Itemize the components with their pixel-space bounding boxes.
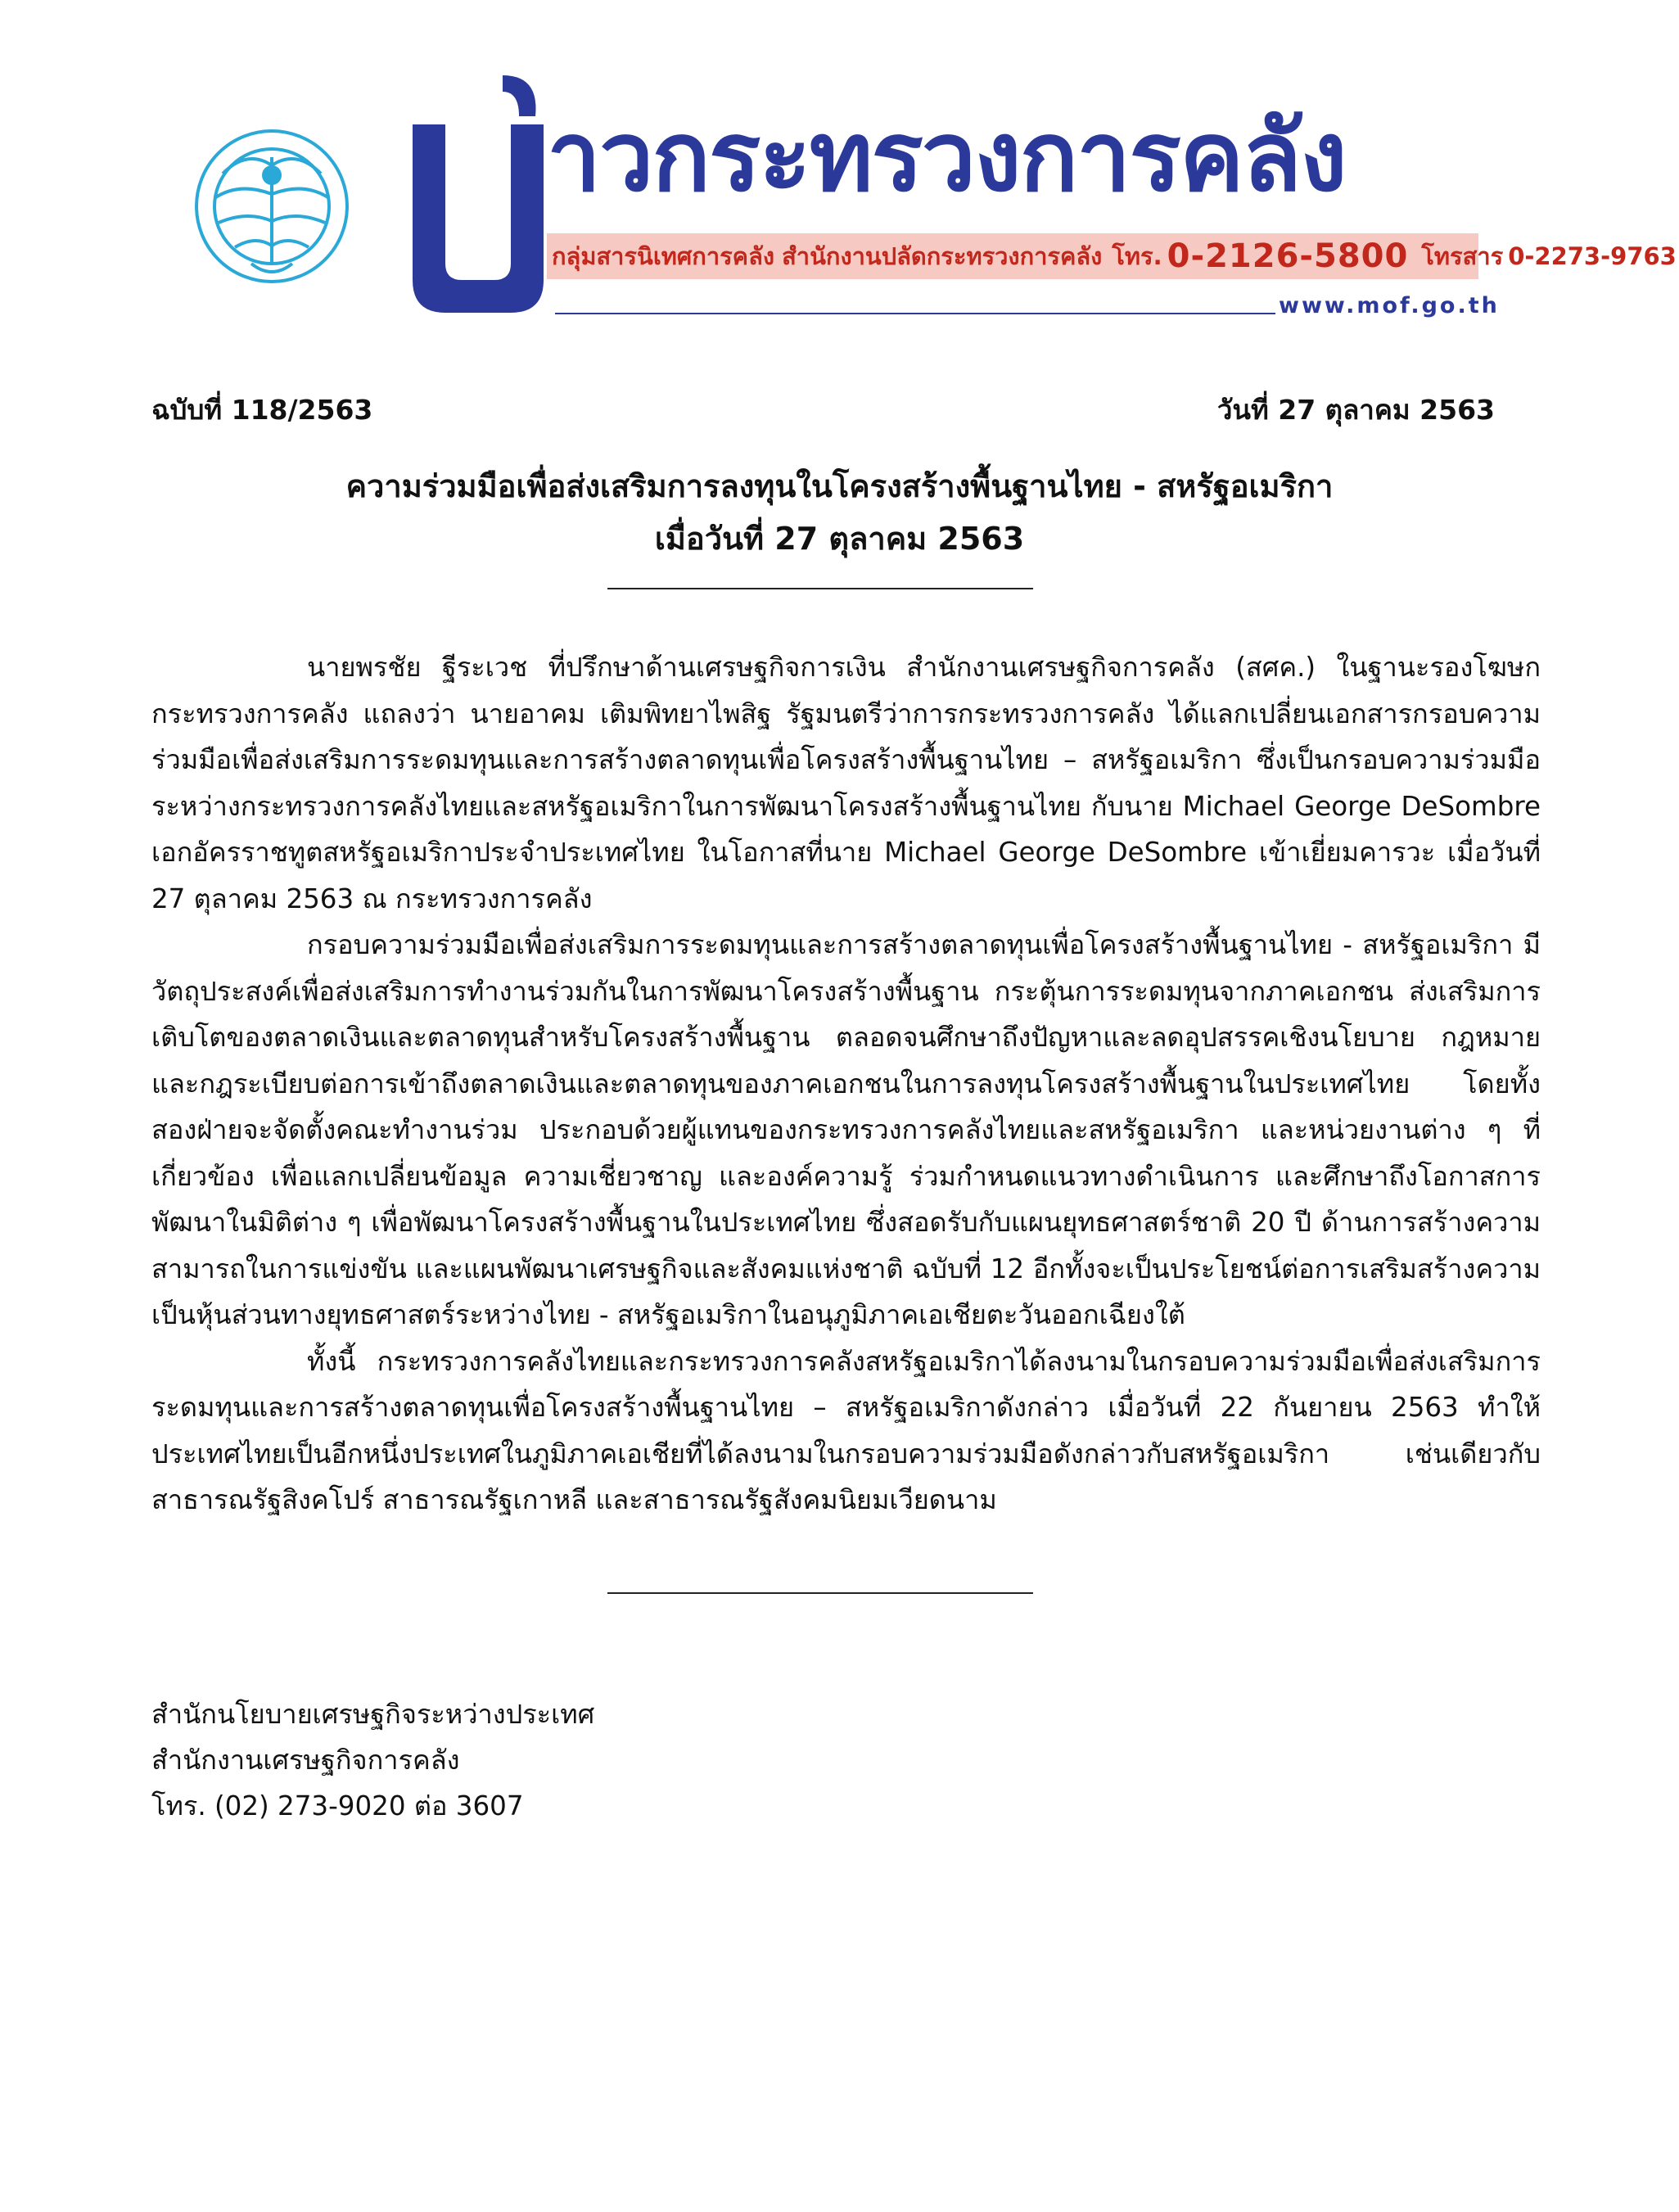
footer-office: สำนักนโยบายเศรษฐกิจระหว่างประเทศ	[151, 1699, 595, 1730]
article-body	[151, 644, 1541, 1524]
end-divider	[607, 1592, 1033, 1594]
masthead-logo-letter	[396, 75, 560, 313]
issue-date: วันที่ 27 ตุลาคม 2563	[1216, 394, 1495, 426]
paragraph: ทั้งนี้ กระทรวงการคลังไทยและกระทรวงการคลังสหรัฐอเมริกาได้ลงนามในกรอบความร่วมมือเพื่อส่งเสริมการระดมทุนและการสร้างตลาดทุนเพื่อโครงสร้างพื้นฐานไทย – สหรัฐอเมริกาดังกล่าว เมื่อวันที่ 22 กันยายน 2563 ทำให้ประเทศไทยเป็นอีกหนึ่งประเทศในภูมิภาคเอเชียที่ได้ลงนามในกรอบความร่วมมือดังกล่าวกับสหรัฐอเมริกา เช่นเดียวกับสาธารณรัฐสิงคโปร์ สาธารณรัฐเกาหลี และสาธารณรัฐสังคมนิยมเวียดนาม	[151, 1345, 1541, 1515]
masthead-title: าวกระทรวงการคลัง	[547, 100, 1346, 213]
contact-footer	[151, 1691, 594, 1829]
mof-emblem-icon	[190, 124, 354, 288]
footer-phone: โทร. (02) 273-9020 ต่อ 3607	[151, 1790, 524, 1822]
headline-date: เมื่อวันที่ 27 ตุลาคม 2563	[654, 521, 1025, 557]
website-link[interactable]: www.mof.go.th	[1279, 293, 1500, 318]
fax-label: โทรสาร	[1421, 242, 1504, 270]
tel-number: 0-2126-5800	[1167, 237, 1409, 275]
headline: ความร่วมมือเพื่อส่งเสริมการลงทุนในโครงสร้างพื้นฐานไทย - สหรัฐอเมริกา	[345, 468, 1334, 504]
header-divider	[555, 313, 1275, 314]
tel-label: โทร.	[1112, 242, 1162, 270]
paragraph: นายพรชัย ฐีระเวช ที่ปรึกษาด้านเศรษฐกิจการเงิน สำนักงานเศรษฐกิจการคลัง (สศค.) ในฐานะรองโฆษกกระทรวงการคลัง แถลงว่า นายอาคม เติมพิทยาไพสิฐ รัฐมนตรีว่าการกระทรวงการคลัง ได้แลกเปลี่ยนเอกสารกรอบความร่วมมือเพื่อส่งเสริมการระดมทุนและการสร้างตลาดทุนเพื่อโครงสร้างพื้นฐานไทย – สหรัฐอเมริกา ซึ่งเป็นกรอบความร่วมมือระหว่างกระทรวงการคลังไทยและสหรัฐอเมริกาในการพัฒนาโครงสร้างพื้นฐานไทย กับนาย Michael George DeSombre เอกอัครราชทูตสหรัฐอเมริกาประจำประเทศไทย ในโอกาสที่นาย Michael George DeSombre เข้าเยี่ยมคารวะ เมื่อวันที่ 27 ตุลาคม 2563 ณ กระทรวงการคลัง	[151, 652, 1541, 914]
footer-agency: สำนักงานเศรษฐกิจการคลัง	[151, 1745, 460, 1776]
contact-org: กลุ่มสารนิเทศการคลัง สำนักงานปลัดกระทรวงการคลัง	[552, 242, 1103, 270]
title-divider	[607, 588, 1033, 589]
issue-number: ฉบับที่ 118/2563	[151, 394, 373, 426]
paragraph: กรอบความร่วมมือเพื่อส่งเสริมการระดมทุนและการสร้างตลาดทุนเพื่อโครงสร้างพื้นฐานไทย - สหรัฐอเมริกา มีวัตถุประสงค์เพื่อส่งเสริมการทำงานร่วมกันในการพัฒนาโครงสร้างพื้นฐาน กระตุ้นการระดมทุนจากภาคเอกชน ส่งเสริมการเติบโตของตลาดเงินและตลาดทุนสำหรับโครงสร้างพื้นฐาน ตลอดจนศึกษาถึงปัญหาและลดอุปสรรคเชิงนโยบาย กฎหมาย และกฎระเบียบต่อการเข้าถึงตลาดเงินและตลาดทุนของภาคเอกชนในการลงทุนโครงสร้างพื้นฐานในประเทศไทย โดยทั้งสองฝ่ายจะจัดตั้งคณะทำงานร่วม ประกอบด้วยผู้แทนของกระทรวงการคลังไทยและสหรัฐอเมริกา และหน่วยงานต่าง ๆ ที่เกี่ยวข้อง เพื่อแลกเปลี่ยนข้อมูล ความเชี่ยวชาญ และองค์ความรู้ ร่วมกำหนดแนวทางดำเนินการ และศึกษาถึงโอกาสการพัฒนาในมิติต่าง ๆ เพื่อพัฒนาโครงสร้างพื้นฐานในประเทศไทย ซึ่งสอดรับกับแผนยุทธศาสตร์ชาติ 20 ปี ด้านการสร้างความสามารถในการแข่งขัน และแผนพัฒนาเศรษฐกิจและสังคมแห่งชาติ ฉบับที่ 12 อีกทั้งจะเป็นประโยชน์ต่อการเสริมสร้างความเป็นหุ้นส่วนทางยุทธศาสตร์ระหว่างไทย - สหรัฐอเมริกาในอนุภูมิภาคเอเชียตะวันออกเฉียงใต้	[151, 929, 1541, 1330]
contact-bar	[547, 233, 1677, 279]
fax-number: 0-2273-9763	[1508, 242, 1677, 270]
